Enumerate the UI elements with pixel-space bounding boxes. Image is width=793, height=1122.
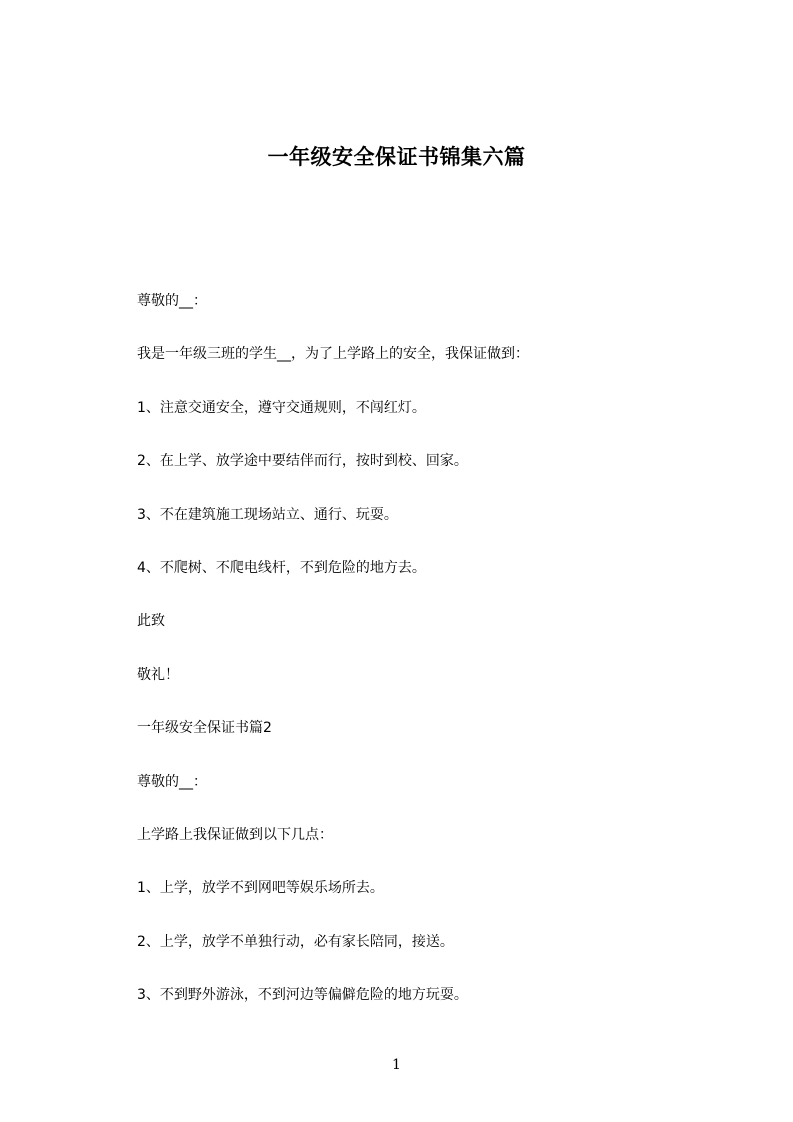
salutation: 尊敬的__：	[137, 774, 207, 790]
closing-line: 此致	[137, 613, 165, 629]
salutation: 尊敬的__：	[137, 293, 207, 309]
list-item: 2、在上学、放学途中要结伴而行，按时到校、回家。	[137, 453, 468, 469]
list-item: 2、上学，放学不单独行动，必有家长陪同，接送。	[137, 934, 454, 950]
list-item: 3、不在建筑施工现场站立、通行、玩耍。	[137, 507, 398, 523]
page-number: 1	[392, 1057, 401, 1073]
list-item: 1、注意交通安全，遵守交通规则，不闯红灯。	[137, 400, 426, 416]
list-item: 4、不爬树、不爬电线杆，不到危险的地方去。	[137, 560, 426, 576]
document-title: 一年级安全保证书锦集六篇	[267, 145, 526, 169]
intro-paragraph: 我是一年级三班的学生__，为了上学路上的安全，我保证做到：	[137, 346, 529, 362]
list-item: 1、上学，放学不到网吧等娱乐场所去。	[137, 880, 384, 896]
list-item: 3、不到野外游泳，不到河边等偏僻危险的地方玩耍。	[137, 987, 468, 1003]
intro-paragraph: 上学路上我保证做到以下几点：	[137, 827, 333, 843]
section-heading: 一年级安全保证书篇2	[137, 720, 272, 736]
closing-line: 敬礼！	[137, 667, 179, 683]
